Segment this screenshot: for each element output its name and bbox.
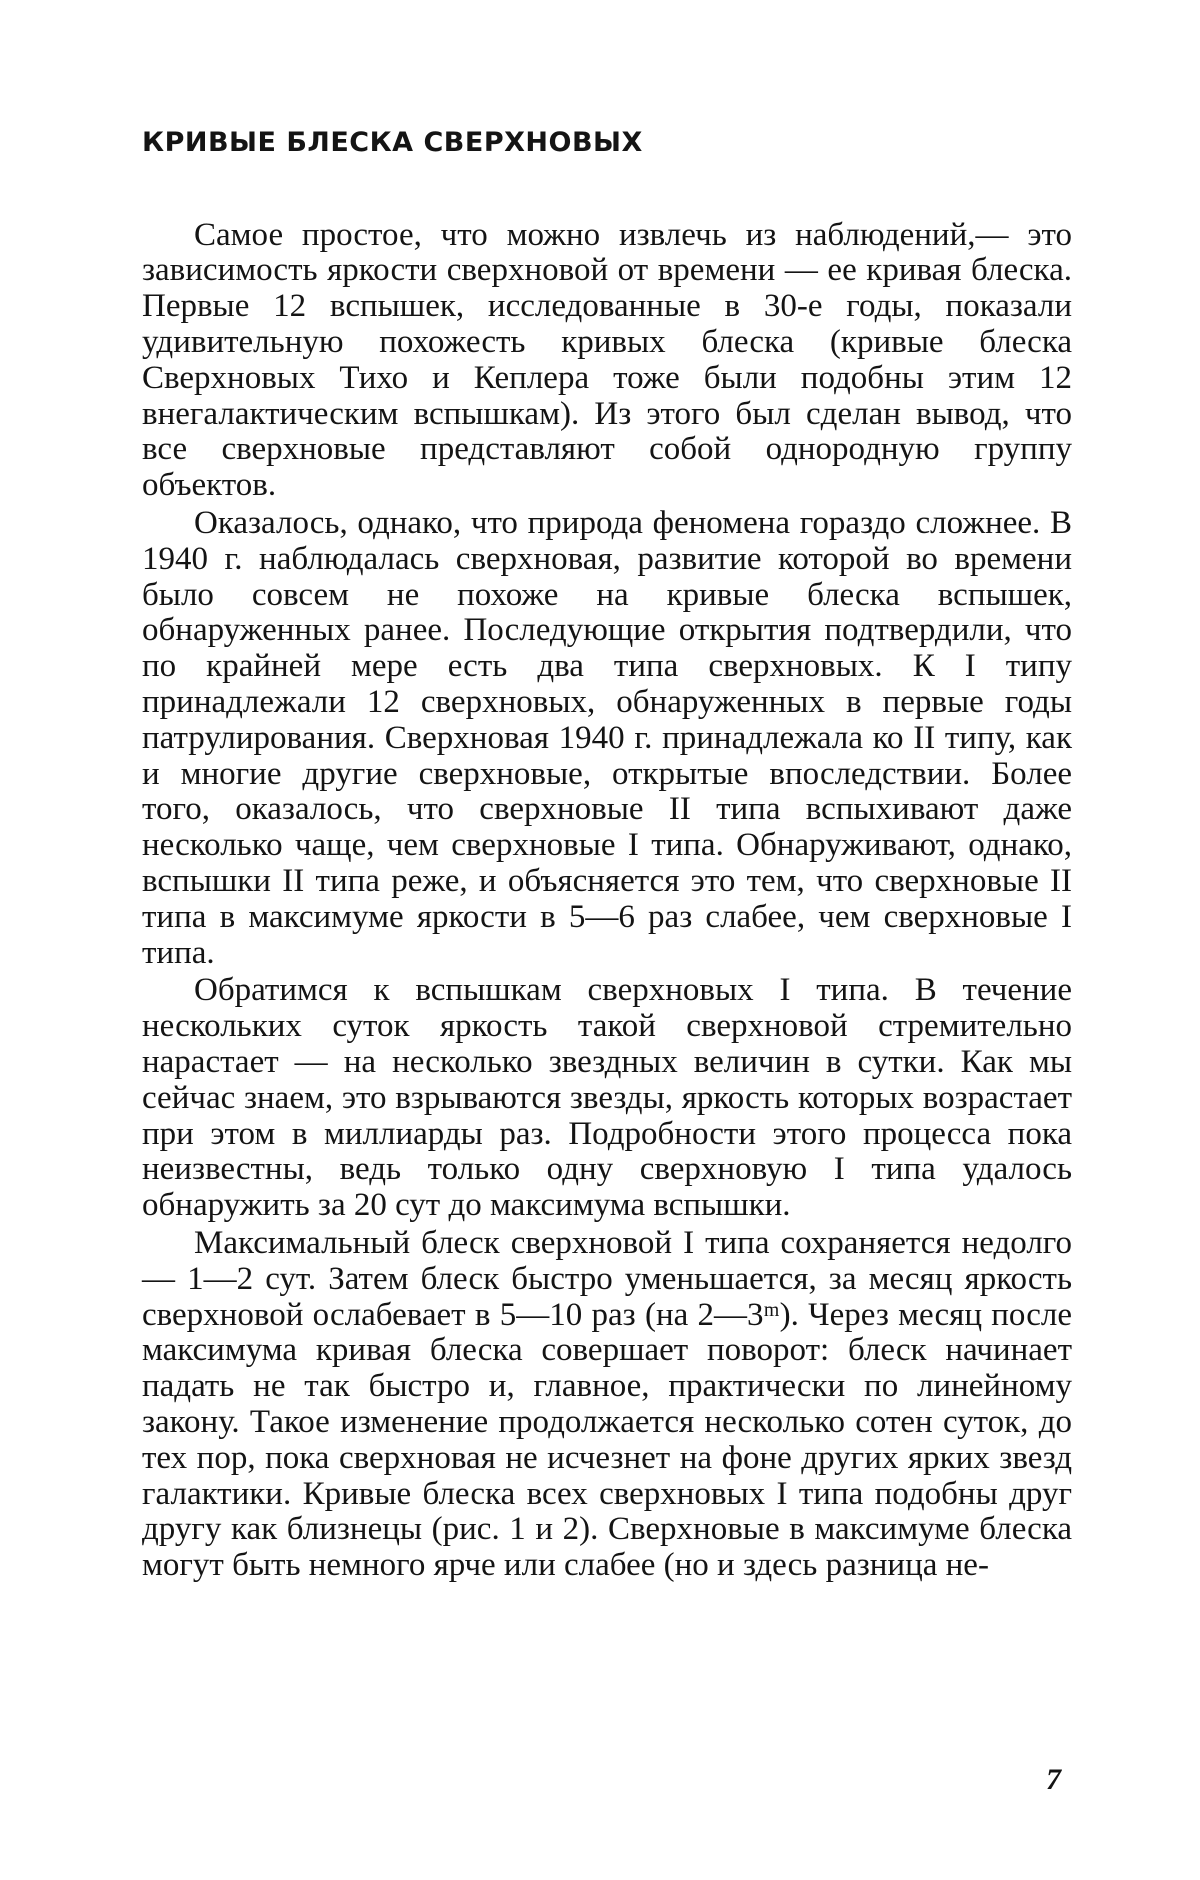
paragraph-1: Самое простое, что можно извлечь из наблюдений,— это зависимость яркости сверхновой от времени — ее кривая блеска. Первые 12 вспышек, исследованные в 30-е годы, показали удивительную похожесть кривых блеска (кривые блеска Сверхновых Тихо и Кеплера тоже были подобны этим 12 внегалактическим вспышкам). Из этого был сделан вывод, что все сверхновые представляют собой однородную группу объектов. (142, 216, 1072, 504)
page-number: 7 (1046, 1763, 1061, 1796)
paragraph-2: Оказалось, однако, что природа феномена гораздо сложнее. В 1940 г. наблюдалась сверхновая, развитие которой во времени было совсем не похоже на кривые блеска вспышек, обнаруженных ранее. Последующие открытия подтвердили, что по крайней мере есть два типа сверхновых. К I типу принадлежали 12 сверхновых, обнаруженных в первые годы патрулирования. Сверхновая 1940 г. принадлежала ко II типу, как и многие другие сверхновые, открытые впоследствии. Более того, оказалось, что сверхновые II типа вспыхивают даже несколько чаще, чем сверхновые I типа. Обнаруживают, однако, вспышки II типа реже, и объясняется это тем, что сверхновые II типа в максимуме яркости в 5—6 раз слабее, чем сверхновые I типа. (142, 505, 1072, 971)
paragraph-4: Максимальный блеск сверхновой I типа сохраняется недолго — 1—2 сут. Затем блеск быстро уменьшается, за месяц яркость сверхновой ослабевает в 5—10 раз (на 2—3ᵐ). Через месяц после максимума кривая блеска совершает поворот: блеск начинает падать не так быстро и, главное, практически по линейному закону. Такое изменение продолжается несколько сотен суток, до тех пор, пока сверхновая не исчезнет на фоне других ярких звезд галактики. Кривые блеска всех сверхновых I типа подобны друг другу как близнецы (рис. 1 и 2). Сверхновые в максимуме блеска могут быть немного ярче или слабее (но и здесь разница не- (142, 1225, 1072, 1584)
paragraph-3: Обратимся к вспышкам сверхновых I типа. В течение нескольких суток яркость такой сверхновой стремительно нарастает — на несколько звездных величин в сутки. Как мы сейчас знаем, это взрываются звезды, яркость которых возрастает при этом в миллиарды раз. Подробности этого процесса пока неизвестны, ведь только одну сверхновую I типа удалось обнаружить за 20 сут до максимума вспышки. (142, 972, 1072, 1224)
book-page (142, 128, 1072, 1584)
section-heading: КРИВЫЕ БЛЕСКА СВЕРХНОВЫХ (142, 127, 643, 158)
